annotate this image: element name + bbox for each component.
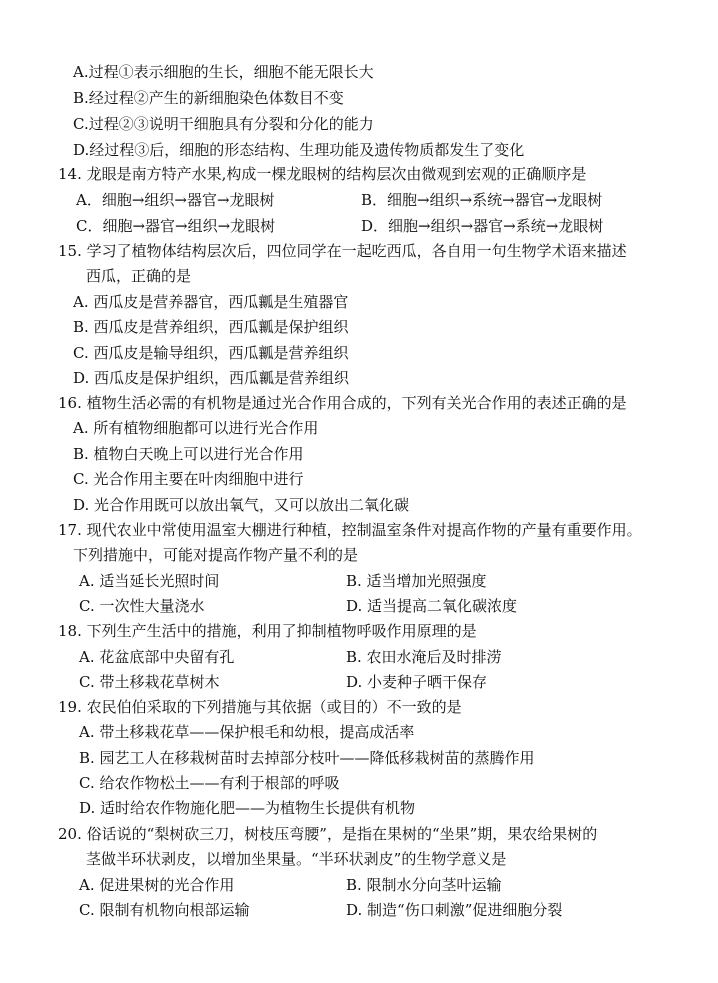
q13-option-c: C.过程②③说明干细胞具有分裂和分化的能力 (73, 115, 374, 133)
q18-option-a: A. 花盆底部中央留有孔 (79, 648, 235, 666)
q20-stem: 20. 俗话说的“梨树砍三刀，树枝压弯腰”，是指在果树的“坐果”期，果农给果树的 (58, 825, 598, 843)
q20-option-a: A. 促进果树的光合作用 (79, 876, 235, 894)
q14-option-a: A．细胞→组织→器官→龙眼树 (76, 191, 275, 209)
q19-option-d: D. 适时给农作物施化肥——为植物生长提供有机物 (79, 799, 416, 817)
q16-option-c: C. 光合作用主要在叶肉细胞中进行 (73, 470, 304, 488)
q15-option-c: C. 西瓜皮是输导组织，西瓜瓤是营养组织 (73, 344, 349, 362)
q20-option-d: D. 制造“伤口刺激”促进细胞分裂 (346, 901, 563, 919)
q19-option-a: A. 带土移栽花草——保护根毛和幼根，提高成活率 (79, 723, 415, 741)
q16-option-d: D. 光合作用既可以放出氧气，又可以放出二氧化碳 (73, 496, 410, 514)
q15-option-d: D. 西瓜皮是保护组织，西瓜瓤是营养组织 (73, 369, 350, 387)
q15-stem: 15. 学习了植物体结构层次后，四位同学在一起吃西瓜，各自用一句生物学术语来描述 (58, 242, 627, 260)
q16-option-b: B. 植物白天晚上可以进行光合作用 (73, 445, 304, 463)
q17-option-d: D. 适当提高二氧化碳浓度 (346, 597, 518, 615)
q18-option-c: C. 带土移栽花草树木 (79, 673, 220, 691)
q17-option-a: A. 适当延长光照时间 (79, 572, 220, 590)
q17-stem-continued: 下列措施中，可能对提高作物产量不利的是 (73, 546, 359, 564)
q13-option-d: D.经过程③后，细胞的形态结构、生理功能及遗传物质都发生了变化 (73, 141, 525, 159)
q14-option-c: C．细胞→器官→组织→龙眼树 (76, 217, 276, 235)
q14-stem: 14. 龙眼是南方特产水果,构成一棵龙眼树的结构层次由微观到宏观的正确顺序是 (58, 165, 587, 183)
q20-option-c: C. 限制有机物向根部运输 (79, 901, 250, 919)
q15-stem-continued: 西瓜，正确的是 (86, 267, 192, 285)
q15-option-b: B. 西瓜皮是营养组织，西瓜瓤是保护组织 (73, 318, 349, 336)
q16-option-a: A. 所有植物细胞都可以进行光合作用 (73, 419, 319, 437)
q17-option-c: C. 一次性大量浇水 (79, 597, 205, 615)
q20-stem-continued: 茎做半环状剥皮，以增加坐果量。“半环状剥皮”的生物学意义是 (86, 850, 507, 868)
q18-option-b: B. 农田水淹后及时排涝 (346, 648, 502, 666)
q19-stem: 19. 农民伯伯采取的下列措施与其依据（或目的）不一致的是 (58, 698, 462, 716)
q17-stem: 17. 现代农业中常使用温室大棚进行种植，控制温室条件对提高作物的产量有重要作用。 (58, 521, 642, 539)
q16-stem: 16. 植物生活必需的有机物是通过光合作用合成的，下列有关光合作用的表述正确的是 (58, 394, 627, 412)
q13-option-b: B.经过程②产生的新细胞染色体数目不变 (73, 89, 344, 107)
q15-option-a: A. 西瓜皮是营养器官，西瓜瓤是生殖器官 (73, 293, 349, 311)
q13-option-a: A.过程①表示细胞的生长，细胞不能无限长大 (73, 63, 374, 81)
q14-option-b: B．细胞→组织→系统→器官→龙眼树 (361, 191, 603, 209)
q18-option-d: D. 小麦种子晒干保存 (346, 673, 488, 691)
q14-option-d: D．细胞→组织→器官→系统→龙眼树 (361, 217, 604, 235)
q20-option-b: B. 限制水分向茎叶运输 (346, 876, 502, 894)
q18-stem: 18. 下列生产生活中的措施，利用了抑制植物呼吸作用原理的是 (58, 622, 477, 640)
q19-option-b: B. 园艺工人在移栽树苗时去掉部分枝叶——降低移栽树苗的蒸腾作用 (79, 749, 535, 767)
q17-option-b: B. 适当增加光照强度 (346, 572, 487, 590)
q19-option-c: C. 给农作物松土——有利于根部的呼吸 (79, 774, 340, 792)
